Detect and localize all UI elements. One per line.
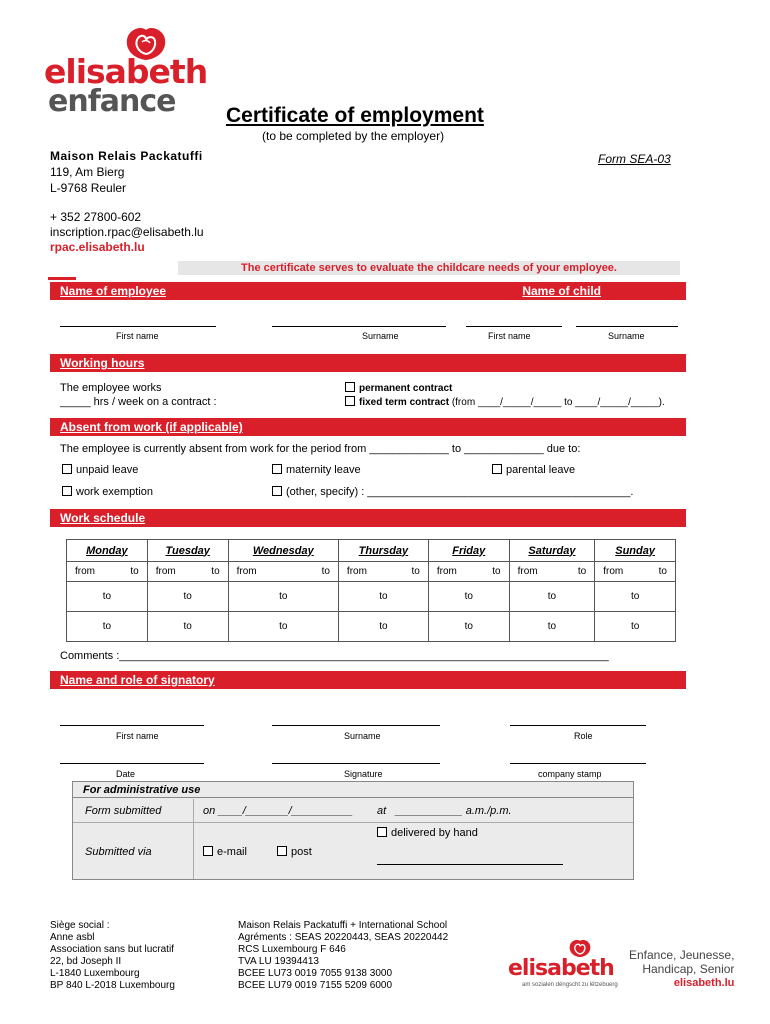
- org-city: L-9768 Reuler: [50, 181, 127, 195]
- org-contact: [50, 210, 204, 255]
- child-heading: Name of child: [522, 284, 601, 298]
- schedule-cell[interactable]: from to: [338, 562, 428, 582]
- section-work-schedule: [50, 509, 686, 527]
- works-line1: The employee works: [60, 382, 162, 394]
- schedule-cell[interactable]: to: [147, 582, 228, 612]
- org-phone: + 352 27800-602: [50, 210, 142, 224]
- comments-field[interactable]: Comments :________________________________________________________________________________: [60, 650, 609, 662]
- parental-label: parental leave: [506, 464, 576, 476]
- other-option[interactable]: [272, 486, 633, 498]
- schedule-cell[interactable]: to: [338, 612, 428, 642]
- schedule-cell[interactable]: from to: [228, 562, 338, 582]
- footer-center: Maison Relais Packatuffi + International School Agréments : SEAS 20220443, SEAS 20220442 RCS Luxembourg F 646 TVA LU 19394413 BCEE LU73 0019 7055 9138 3000 BCEE LU79 0019 7155 5209 6000: [238, 920, 449, 991]
- day-tuesday: Tuesday: [147, 540, 228, 562]
- label-child-surname: Surname: [608, 331, 645, 341]
- logo-word-elisabeth: elisabeth: [44, 52, 208, 91]
- day-saturday: Saturday: [509, 540, 595, 562]
- section-names: [50, 282, 686, 300]
- footer-seat: Siège social : Anne asbl Association sans but lucratif 22, bd Joseph II L-1840 Luxembourg BP 840 L-2018 Luxembourg: [50, 920, 175, 991]
- footer-web[interactable]: elisabeth.lu: [673, 977, 735, 989]
- submitted-via-label: Submitted via: [85, 846, 152, 858]
- day-wednesday: Wednesday: [228, 540, 338, 562]
- delivery-line[interactable]: [377, 864, 563, 865]
- signatory-first-name-line[interactable]: [60, 725, 204, 726]
- fixed-checkbox[interactable]: [345, 396, 355, 406]
- notice-bar: The certificate serves to evaluate the childcare needs of your employee.: [178, 261, 680, 275]
- footer-logo-word: elisabeth: [508, 956, 614, 981]
- schedule-cell[interactable]: from to: [595, 562, 676, 582]
- admin-heading: For administrative use: [73, 782, 633, 798]
- page-title: Certificate of employment: [226, 104, 484, 127]
- day-monday: Monday: [67, 540, 148, 562]
- permanent-contract-option[interactable]: [345, 382, 452, 394]
- fixed-detail: (from ____/_____/_____ to ____/_____/_____).: [451, 397, 665, 408]
- delivered-label: delivered by hand: [391, 827, 478, 839]
- fixed-label: fixed term contract: [359, 397, 450, 408]
- signatory-surname-line[interactable]: [272, 725, 440, 726]
- exemption-label: work exemption: [76, 486, 154, 498]
- schedule-cell[interactable]: from to: [428, 562, 509, 582]
- email-checkbox[interactable]: [203, 846, 213, 856]
- maternity-checkbox[interactable]: [272, 464, 282, 474]
- section-signatory: [50, 671, 686, 689]
- signatory-heading: Name and role of signatory: [60, 673, 215, 687]
- submitted-on[interactable]: on ____/_______/__________: [203, 805, 353, 817]
- schedule-table: [66, 539, 676, 642]
- maternity-label: maternity leave: [286, 464, 361, 476]
- permanent-checkbox[interactable]: [345, 382, 355, 392]
- exemption-checkbox[interactable]: [62, 486, 72, 496]
- working-hours-heading: Working hours: [60, 356, 145, 370]
- schedule-cell[interactable]: to: [509, 582, 595, 612]
- parental-leave-option[interactable]: [492, 464, 575, 476]
- org-street: 119, Am Bierg: [50, 165, 125, 179]
- works-line2: _____ hrs / week on a contract :: [60, 396, 217, 408]
- schedule-cell[interactable]: to: [228, 612, 338, 642]
- org-email[interactable]: inscription.rpac@elisabeth.lu: [50, 225, 204, 239]
- form-id: Form SEA-03: [598, 152, 671, 166]
- label-child-first-name: First name: [488, 331, 531, 341]
- stamp-line[interactable]: [510, 763, 646, 764]
- unpaid-label: unpaid leave: [76, 464, 139, 476]
- signatory-role-line[interactable]: [510, 725, 646, 726]
- schedule-cell[interactable]: to: [338, 582, 428, 612]
- day-sunday: Sunday: [595, 540, 676, 562]
- schedule-heading: Work schedule: [60, 511, 146, 525]
- label-stamp: company stamp: [538, 769, 602, 779]
- child-first-name-line[interactable]: [466, 326, 562, 327]
- other-checkbox[interactable]: [272, 486, 282, 496]
- label-signatory-role: Role: [574, 731, 593, 741]
- employee-surname-line[interactable]: [272, 326, 446, 327]
- label-signatory-surname: Surname: [344, 731, 381, 741]
- permanent-label: permanent contract: [359, 383, 453, 394]
- schedule-cell[interactable]: to: [147, 612, 228, 642]
- schedule-cell[interactable]: to: [595, 612, 676, 642]
- delivered-option[interactable]: [377, 827, 478, 839]
- delivered-checkbox[interactable]: [377, 827, 387, 837]
- admin-box: [72, 781, 634, 880]
- logo-word-enfance: enfance: [48, 84, 176, 119]
- schedule-cell[interactable]: to: [428, 612, 509, 642]
- work-exemption-option[interactable]: [62, 486, 153, 498]
- submitted-at[interactable]: at ___________ a.m./p.m.: [377, 805, 512, 817]
- page-subtitle: (to be completed by the employer): [262, 129, 445, 143]
- schedule-cell[interactable]: to: [228, 582, 338, 612]
- employee-first-name-line[interactable]: [60, 326, 216, 327]
- post-checkbox[interactable]: [277, 846, 287, 856]
- child-surname-line[interactable]: [576, 326, 678, 327]
- employee-heading: Name of employee: [60, 284, 167, 298]
- fixed-contract-option[interactable]: [345, 396, 665, 408]
- label-signatory-first-name: First name: [116, 731, 159, 741]
- parental-checkbox[interactable]: [492, 464, 502, 474]
- section-working-hours: [50, 354, 686, 372]
- schedule-cell[interactable]: from to: [67, 562, 148, 582]
- section-absence: [50, 418, 686, 436]
- unpaid-leave-option[interactable]: [62, 464, 138, 476]
- decorative-tab: [48, 277, 76, 280]
- schedule-cell[interactable]: to: [428, 582, 509, 612]
- schedule-cell[interactable]: from to: [509, 562, 595, 582]
- label-first-name: First name: [116, 331, 159, 341]
- label-signature: Signature: [344, 769, 383, 779]
- signature-line[interactable]: [272, 763, 440, 764]
- org-name: Maison Relais Packatuffi: [50, 149, 203, 163]
- absence-heading: Absent from work (if applicable): [60, 420, 243, 434]
- email-label: e-mail: [217, 846, 247, 858]
- post-label: post: [291, 846, 312, 858]
- org-web[interactable]: rpac.elisabeth.lu: [50, 240, 145, 254]
- schedule-cell[interactable]: to: [595, 582, 676, 612]
- schedule-cell[interactable]: to: [509, 612, 595, 642]
- schedule-cell[interactable]: to: [67, 582, 148, 612]
- other-label: (other, specify) : ___________________________________________.: [286, 486, 634, 498]
- label-date: Date: [116, 769, 136, 779]
- admin-divider: [193, 799, 194, 879]
- form-submitted-label: Form submitted: [85, 805, 162, 817]
- unpaid-checkbox[interactable]: [62, 464, 72, 474]
- footer-logo-tagline: am sozialen déngscht zu lëtzebuerg: [522, 982, 618, 988]
- date-line[interactable]: [60, 763, 204, 764]
- email-option[interactable]: [203, 846, 247, 858]
- day-thursday: Thursday: [338, 540, 428, 562]
- day-friday: Friday: [428, 540, 509, 562]
- absence-line: The employee is currently absent from work for the period from _____________ to _____________ due to:: [60, 443, 581, 455]
- footer-right: Enfance, Jeunesse, Handicap, Senior elisabeth.lu: [629, 948, 735, 989]
- label-surname: Surname: [362, 331, 399, 341]
- schedule-cell[interactable]: from to: [147, 562, 228, 582]
- post-option[interactable]: [277, 846, 312, 858]
- maternity-leave-option[interactable]: [272, 464, 361, 476]
- schedule-cell[interactable]: to: [67, 612, 148, 642]
- org-address: [50, 148, 203, 196]
